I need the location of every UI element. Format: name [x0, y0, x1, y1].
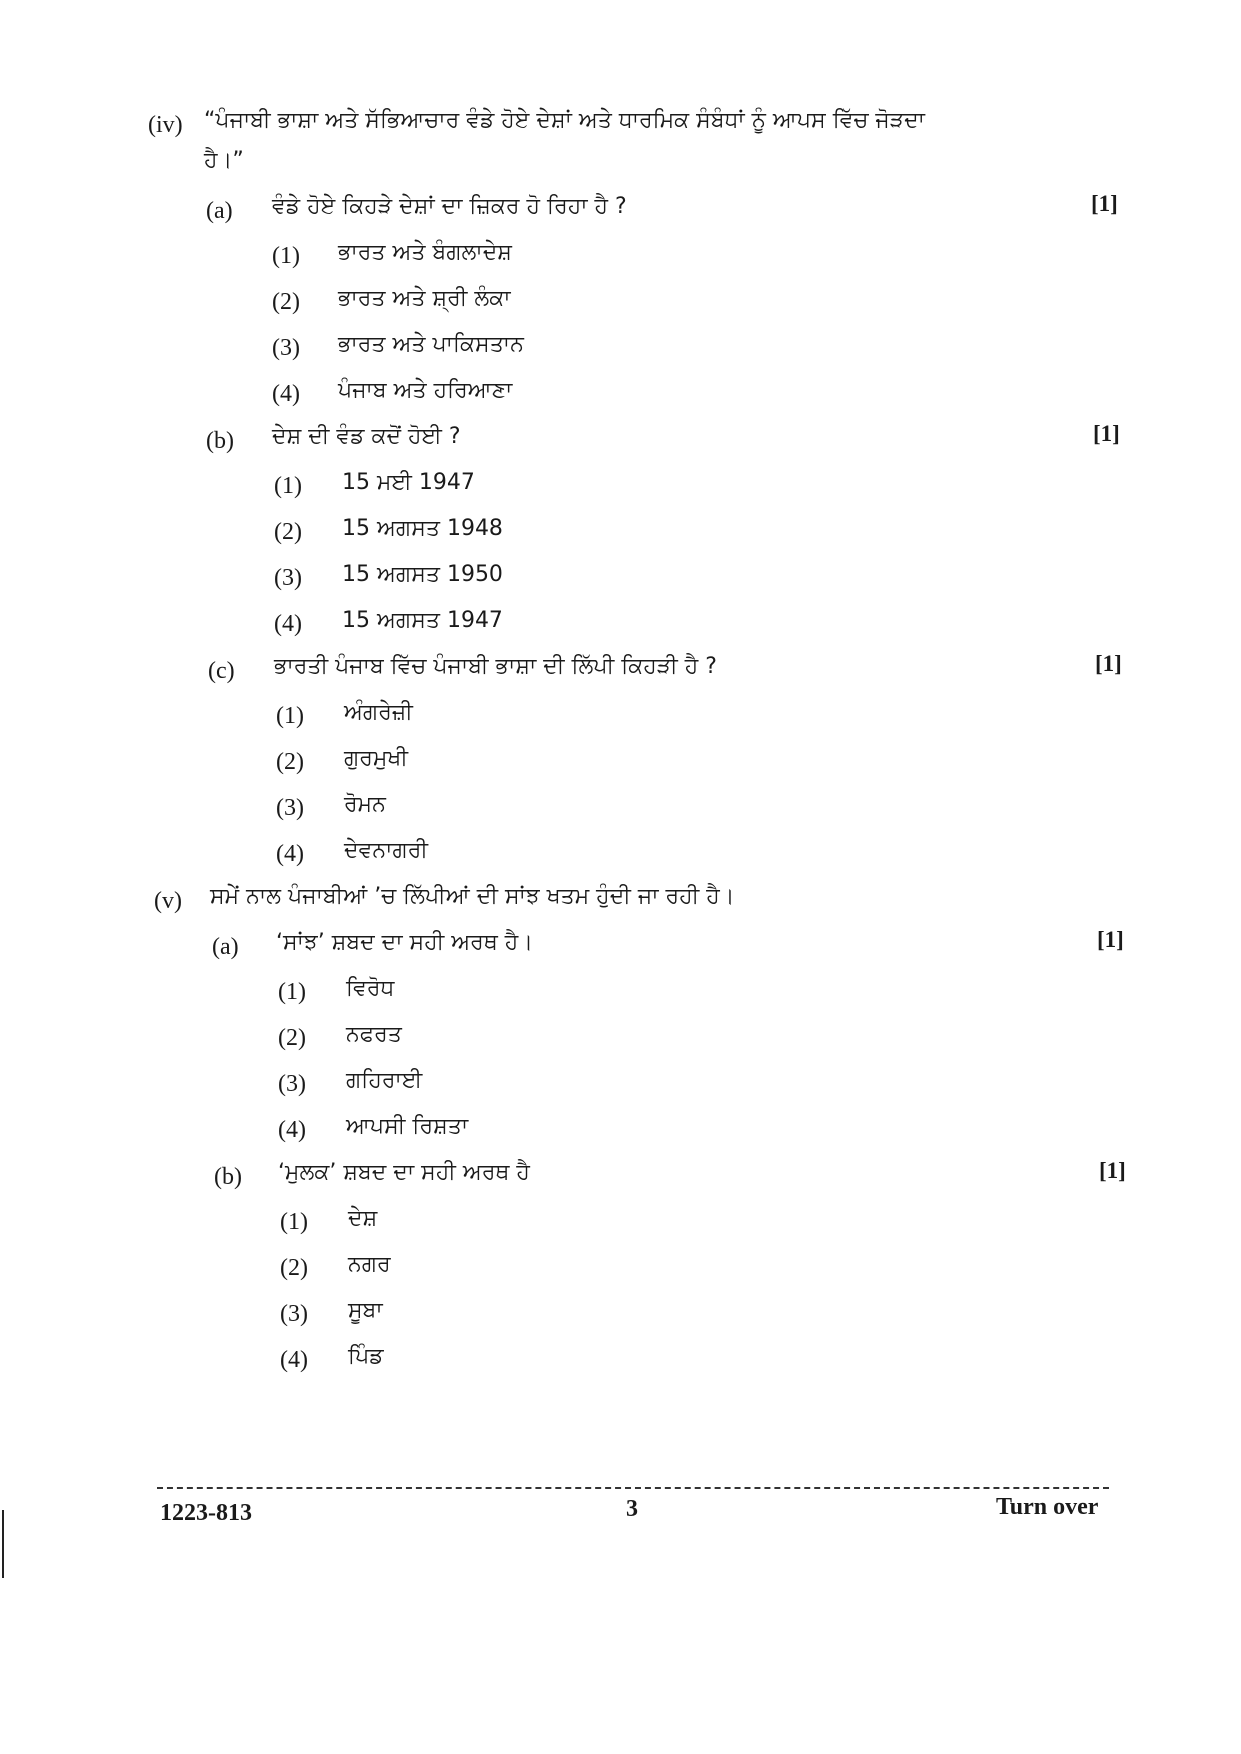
marks-badge: [1] — [1091, 191, 1118, 216]
option-number: (3) — [272, 335, 300, 361]
option-text: ਗਹਿਰਾਈ — [346, 1068, 423, 1093]
option-number: (3) — [280, 1301, 308, 1327]
option-number: (3) — [274, 565, 302, 591]
option-text: ਪਿੰਡ — [348, 1344, 384, 1369]
page-number: 3 — [626, 1496, 638, 1522]
sub-question-label: (a) — [206, 198, 233, 224]
question-iv-passage-line1: “ਪੰਜਾਬੀ ਭਾਸ਼ਾ ਅਤੇ ਸੱਭਿਆਚਾਰ ਵੰਡੇ ਹੋਏ ਦੇਸ਼ਾਂ ਅਤੇ ਧਾਰਮਿਕ ਸੰਬੰਧਾਂ ਨੂੰ ਆਪਸ ਵਿੱਚ ਜੋੜਦਾ — [204, 108, 925, 133]
option-number: (1) — [272, 243, 300, 269]
question-iv-passage-line2: ਹੈ।” — [204, 148, 244, 173]
option-text: ਦੇਸ਼ — [348, 1206, 378, 1231]
question-iv-label: (iv) — [148, 112, 183, 138]
option-number: (3) — [278, 1071, 306, 1097]
sub-question-label: (c) — [208, 658, 235, 684]
option-number: (4) — [274, 611, 302, 637]
sub-question-text: ‘ਸਾਂਝ’ ਸ਼ਬਦ ਦਾ ਸਹੀ ਅਰਥ ਹੈ। — [276, 930, 534, 955]
sub-question-label: (b) — [214, 1164, 242, 1190]
turn-over-label: Turn over — [996, 1494, 1099, 1520]
option-number: (1) — [278, 979, 306, 1005]
question-v-passage: ਸਮੇਂ ਨਾਲ ਪੰਜਾਬੀਆਂ ’ਚ ਲਿੱਪੀਆਂ ਦੀ ਸਾਂਝ ਖਤਮ ਹੁੰਦੀ ਜਾ ਰਹੀ ਹੈ। — [210, 884, 735, 909]
option-number: (4) — [272, 381, 300, 407]
question-v-label: (v) — [154, 888, 182, 914]
sub-question-text: ‘ਮੁਲਕ’ ਸ਼ਬਦ ਦਾ ਸਹੀ ਅਰਥ ਹੈ — [278, 1160, 530, 1185]
option-text: ਭਾਰਤ ਅਤੇ ਸ਼੍ਰੀ ਲੰਕਾ — [338, 286, 511, 311]
sub-question-text: ਭਾਰਤੀ ਪੰਜਾਬ ਵਿੱਚ ਪੰਜਾਬੀ ਭਾਸ਼ਾ ਦੀ ਲਿੱਪੀ ਕਿਹੜੀ ਹੈ ? — [274, 654, 717, 679]
sub-question-label: (b) — [206, 428, 234, 454]
option-number: (4) — [276, 841, 304, 867]
option-number: (3) — [276, 795, 304, 821]
option-text: 15 ਅਗਸਤ 1948 — [342, 516, 503, 541]
option-text: ਦੇਵਨਾਗਰੀ — [344, 838, 428, 863]
sub-question-label: (a) — [212, 934, 239, 960]
marks-badge: [1] — [1093, 421, 1120, 446]
option-text: ਗੁਰਮੁਖੀ — [344, 746, 408, 771]
option-text: ਸੂਬਾ — [348, 1298, 383, 1323]
footer-divider — [157, 1487, 1109, 1489]
scan-edge-mark — [2, 1510, 4, 1578]
option-text: ਪੰਜਾਬ ਅਤੇ ਹਰਿਆਣਾ — [338, 378, 513, 403]
sub-question-text: ਦੇਸ਼ ਦੀ ਵੰਡ ਕਦੋਂ ਹੋਈ ? — [272, 424, 461, 449]
option-number: (2) — [272, 289, 300, 315]
option-text: ਨਗਰ — [348, 1252, 391, 1277]
option-text: ਵਿਰੋਧ — [346, 976, 395, 1001]
option-number: (1) — [276, 703, 304, 729]
option-text: 15 ਅਗਸਤ 1947 — [342, 608, 503, 633]
option-number: (2) — [280, 1255, 308, 1281]
option-text: 15 ਅਗਸਤ 1950 — [342, 562, 503, 587]
option-text: ਨਫਰਤ — [346, 1022, 402, 1047]
option-number: (2) — [276, 749, 304, 775]
option-number: (2) — [278, 1025, 306, 1051]
paper-code: 1223-813 — [160, 1500, 252, 1526]
marks-badge: [1] — [1097, 927, 1124, 952]
option-text: ਆਪਸੀ ਰਿਸ਼ਤਾ — [346, 1114, 469, 1139]
option-text: ਅੰਗਰੇਜ਼ੀ — [344, 700, 413, 725]
marks-badge: [1] — [1099, 1158, 1126, 1183]
option-text: ਰੋਮਨ — [344, 792, 386, 817]
option-number: (4) — [280, 1347, 308, 1373]
option-text: ਭਾਰਤ ਅਤੇ ਬੰਗਲਾਦੇਸ਼ — [338, 240, 512, 265]
sub-question-text: ਵੰਡੇ ਹੋਏ ਕਿਹੜੇ ਦੇਸ਼ਾਂ ਦਾ ਜ਼ਿਕਰ ਹੋ ਰਿਹਾ ਹੈ ? — [272, 194, 627, 219]
option-number: (4) — [278, 1117, 306, 1143]
option-number: (1) — [274, 473, 302, 499]
option-text: ਭਾਰਤ ਅਤੇ ਪਾਕਿਸਤਾਨ — [338, 332, 524, 357]
option-number: (2) — [274, 519, 302, 545]
option-number: (1) — [280, 1209, 308, 1235]
option-text: 15 ਮਈ 1947 — [342, 470, 475, 495]
marks-badge: [1] — [1095, 651, 1122, 676]
